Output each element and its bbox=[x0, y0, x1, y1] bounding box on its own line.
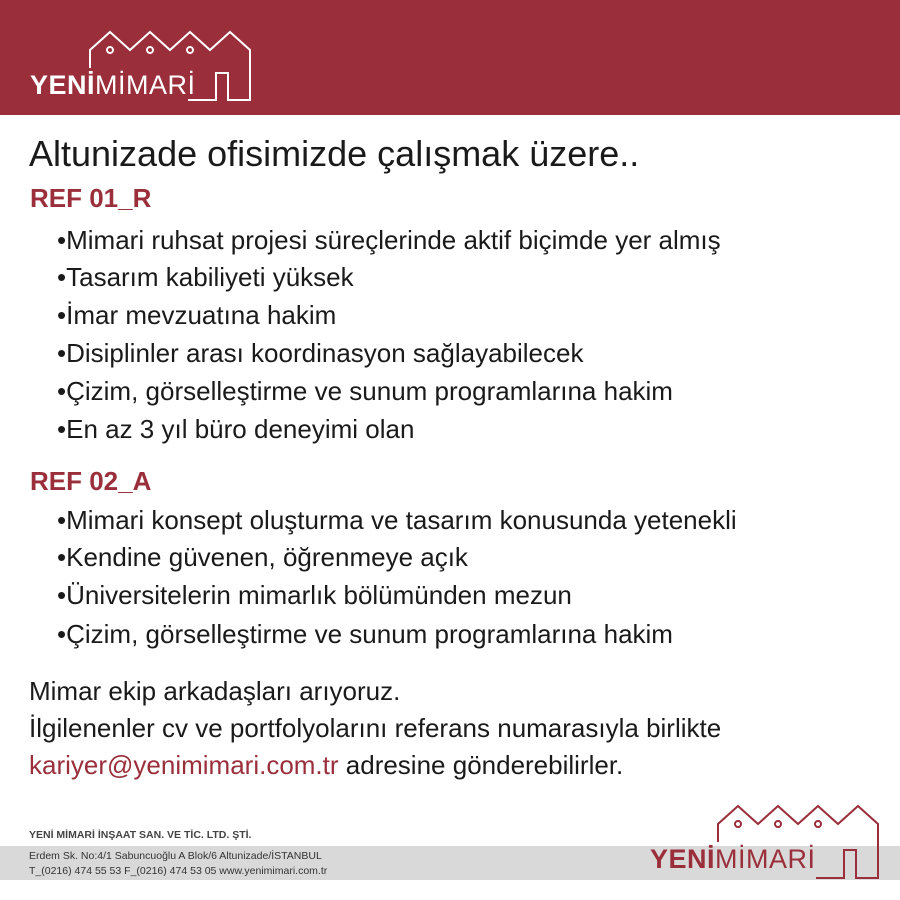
logo-wordmark bbox=[650, 844, 816, 875]
company-contact: T_(0216) 474 55 53 F_(0216) 474 53 05 www.yenimimari.com.tr bbox=[29, 865, 328, 877]
company-address: Erdem Sk. No:4/1 Sabuncuoğlu A Blok/6 Altunizade/İSTANBUL bbox=[29, 850, 322, 862]
logo-wordmark bbox=[30, 70, 196, 101]
ref2-item: •Çizim, görselleştirme ve sunum programlarına hakim bbox=[57, 619, 673, 649]
ref2-item: •Kendine güvenen, öğrenmeye açık bbox=[57, 542, 468, 572]
logo-bold-text: YENİ bbox=[650, 844, 716, 874]
page-title: Altunizade ofisimizde çalışmak üzere.. bbox=[29, 133, 640, 174]
closing-line-3-rest: adresine gönderebilirler. bbox=[338, 750, 624, 780]
logo-bold-text: YENİ bbox=[30, 70, 96, 100]
ref2-code: REF 02_A bbox=[30, 466, 152, 496]
ref1-code: REF 01_R bbox=[30, 183, 152, 213]
header-band bbox=[0, 0, 900, 115]
logo-regular-text: MİMARİ bbox=[715, 844, 816, 874]
ref2-item: •Mimari konsept oluşturma ve tasarım konusunda yetenekli bbox=[57, 505, 737, 535]
ref1-item: •En az 3 yıl büro deneyimi olan bbox=[57, 414, 415, 444]
closing-line-1: Mimar ekip arkadaşları arıyoruz. bbox=[29, 676, 401, 706]
ref1-item: •Mimari ruhsat projesi süreçlerinde aktif biçimde yer almış bbox=[57, 225, 721, 255]
logo-header bbox=[30, 22, 260, 107]
closing-line-3 bbox=[29, 750, 623, 781]
logo-footer bbox=[650, 800, 890, 890]
ref1-item: •Disiplinler arası koordinasyon sağlayabilecek bbox=[57, 338, 584, 368]
ref1-item: •Çizim, görselleştirme ve sunum programlarına hakim bbox=[57, 376, 673, 406]
ref1-item: •İmar mevzuatına hakim bbox=[57, 300, 337, 330]
closing-line-2: İlgilenenler cv ve portfolyolarını referans numarasıyla birlikte bbox=[29, 713, 722, 743]
ref2-item: •Üniversitelerin mimarlık bölümünden mezun bbox=[57, 580, 572, 610]
email-link[interactable]: kariyer@yenimimari.com.tr bbox=[29, 750, 339, 780]
ref1-item: •Tasarım kabiliyeti yüksek bbox=[57, 262, 354, 292]
company-name: YENİ MİMARİ İNŞAAT SAN. VE TİC. LTD. ŞTİ. bbox=[29, 829, 252, 841]
logo-regular-text: MİMARİ bbox=[95, 70, 196, 100]
